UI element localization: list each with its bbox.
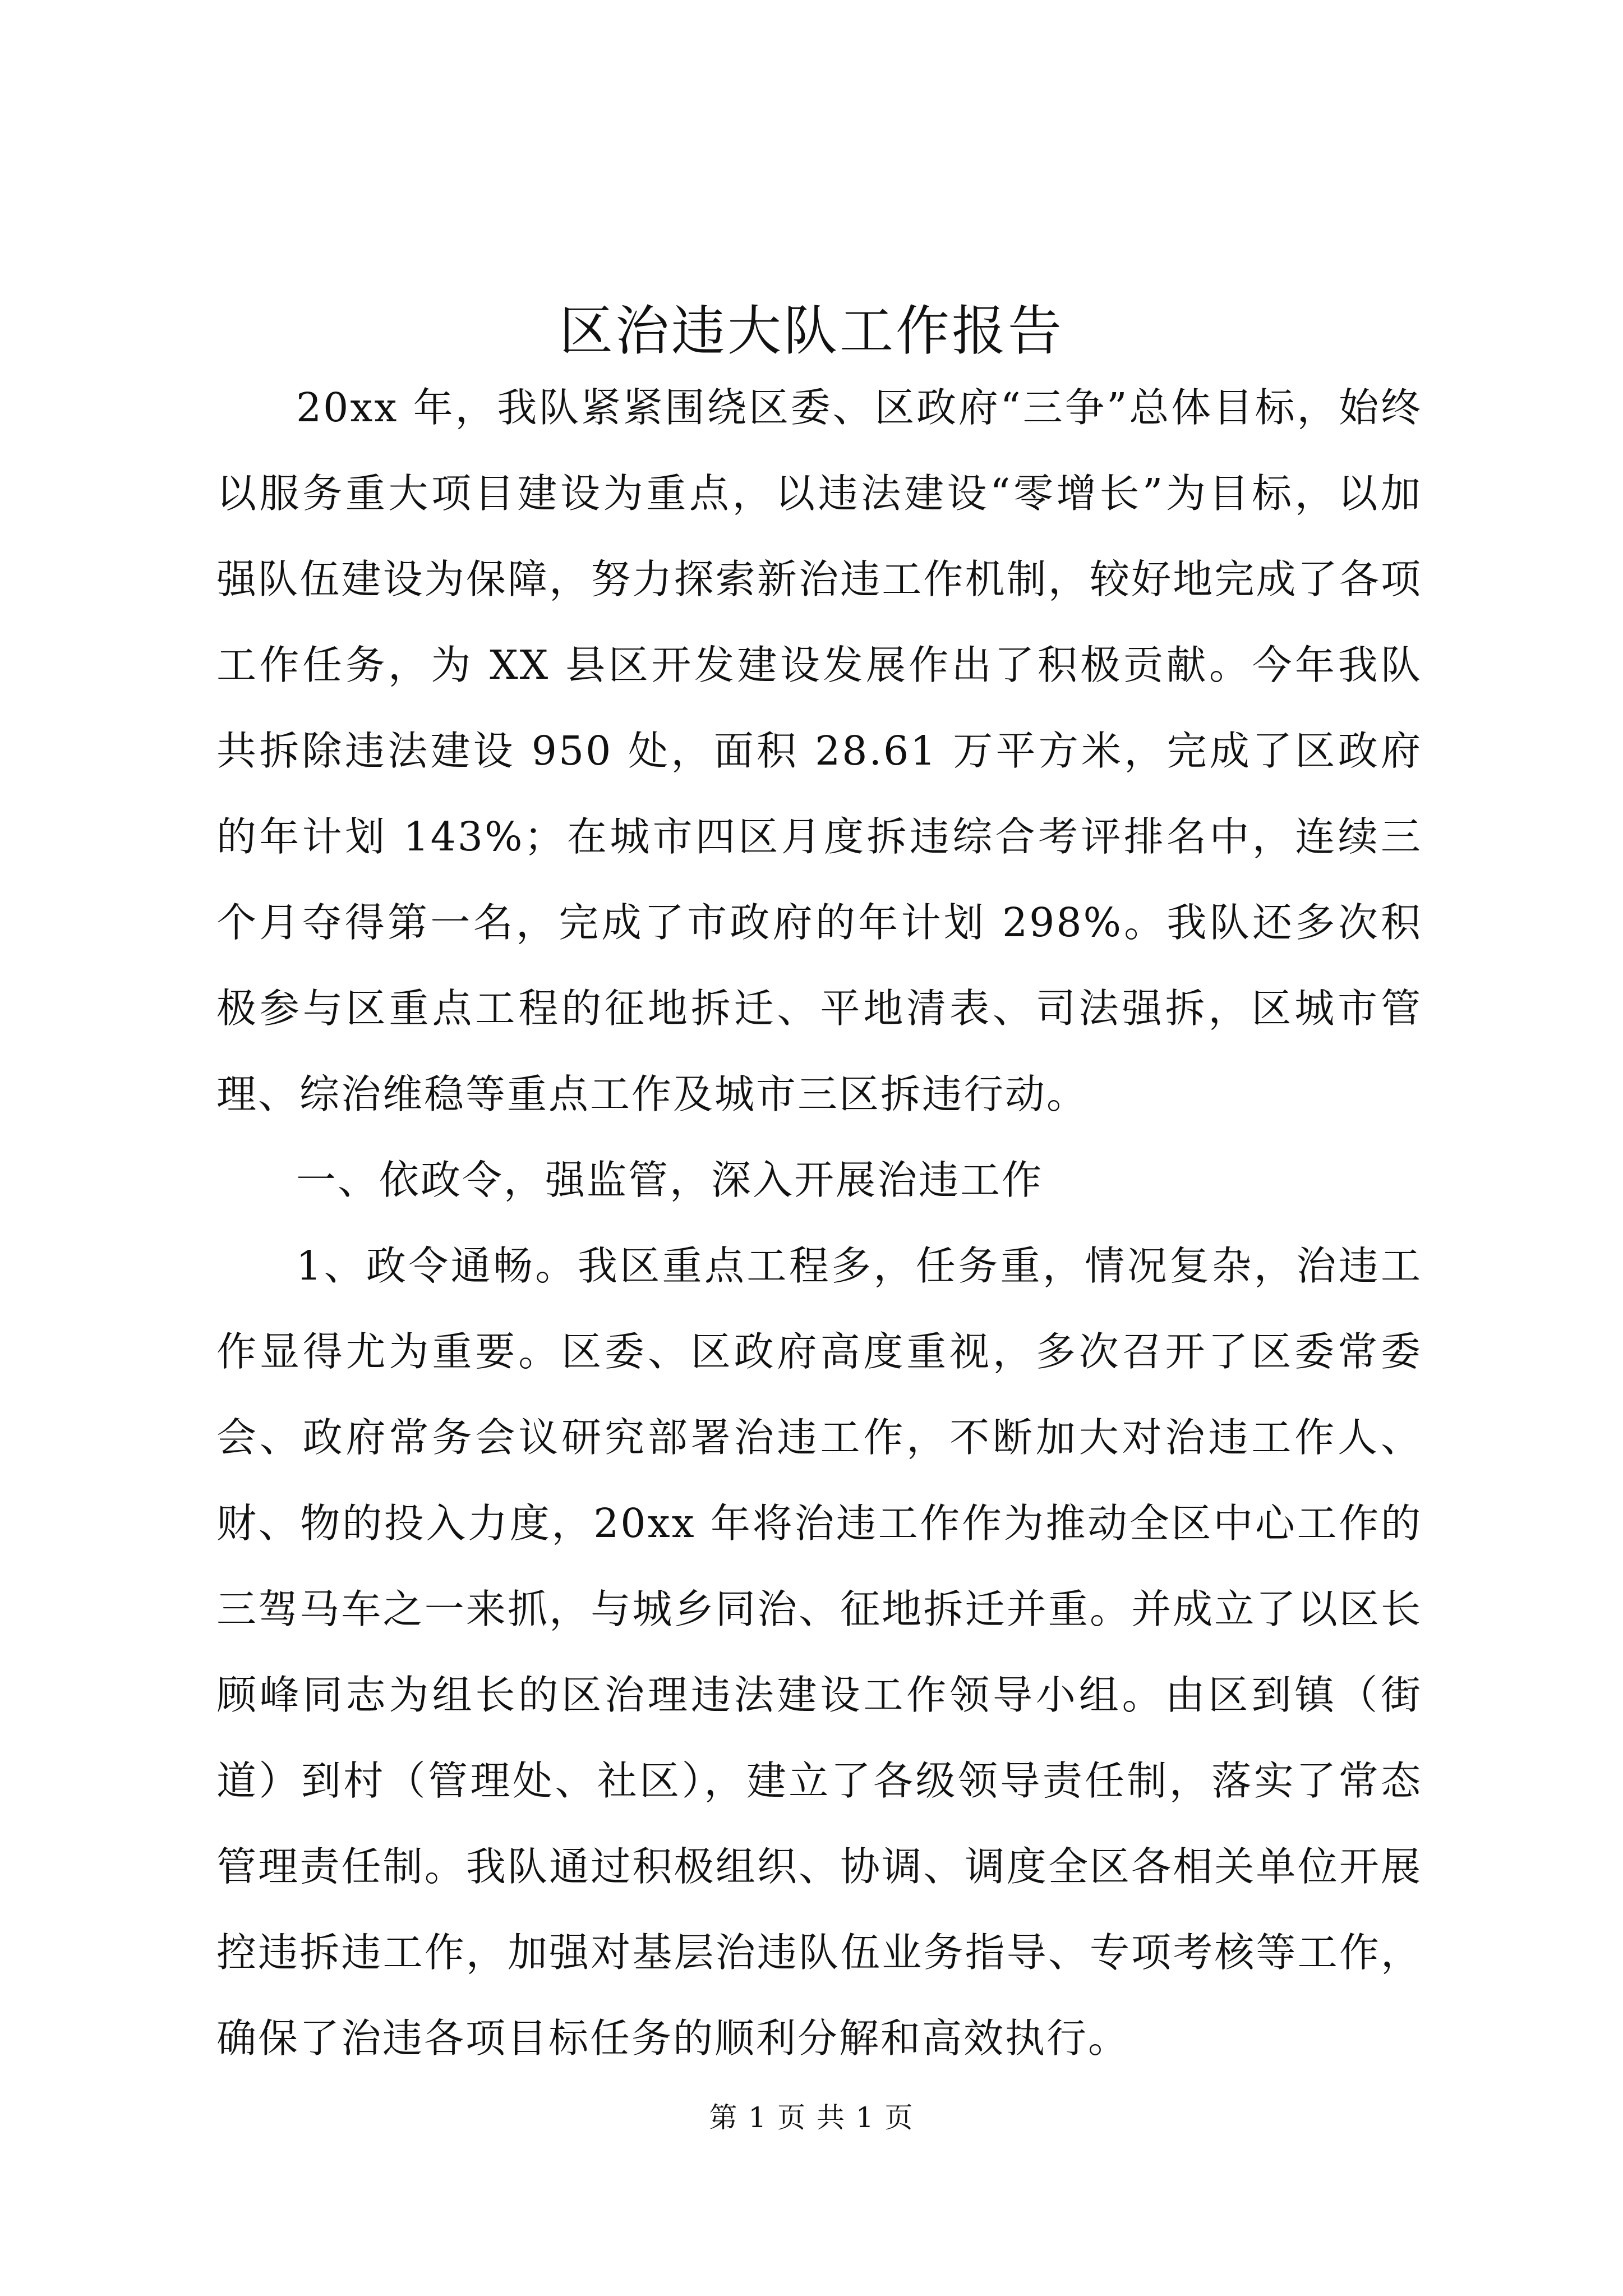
document-body: [216, 365, 1422, 2081]
document-title: 区治违大队工作报告: [559, 300, 1064, 362]
intro-paragraph: 20xx 年，我队紧紧围绕区委、区政府“三争”总体目标，始终以服务重大项目建设为重点，以违法建设“零增长”为目标，以加强队伍建设为保障，努力探索新治违工作机制，较好地完成了各项工作任务，为 XX 县区开发建设发展作出了积极贡献。今年我队共拆除违法建设 950 处，面积 28.61 万平方米，完成了区政府的年计划 143%；在城市四区月度拆违综合考评排名中，连续三个月夺得第一名，完成了市政府的年计划 298%。我队还多次积极参与区重点工程的征地拆迁、平地清表、司法强拆，区城市管理、综治维稳等重点工作及城市三区拆违行动。: [216, 384, 1422, 1117]
section-paragraph: 1、政令通畅。我区重点工程多，任务重，情况复杂，治违工作显得尤为重要。区委、区政府高度重视，多次召开了区委常委会、政府常务会议研究部署治违工作，不断加大对治违工作人、财、物的投入力度，20xx 年将治违工作作为推动全区中心工作的三驾马车之一来抓，与城乡同治、征地拆迁并重。并成立了以区长顾峰同志为组长的区治理违法建设工作领导小组。由区到镇（街道）到村（管理处、社区），建立了各级领导责任制，落实了常态管理责任制。我队通过积极组织、协调、调度全区各相关单位开展控违拆违工作，加强对基层治违队伍业务指导、专项考核等工作，确保了治违各项目标任务的顺利分解和高效执行。: [216, 1243, 1422, 2062]
page-footer: 第 1 页 共 1 页: [709, 2101, 914, 2134]
section-heading: 一、依政令，强监管，深入开展治违工作: [296, 1157, 1044, 1203]
